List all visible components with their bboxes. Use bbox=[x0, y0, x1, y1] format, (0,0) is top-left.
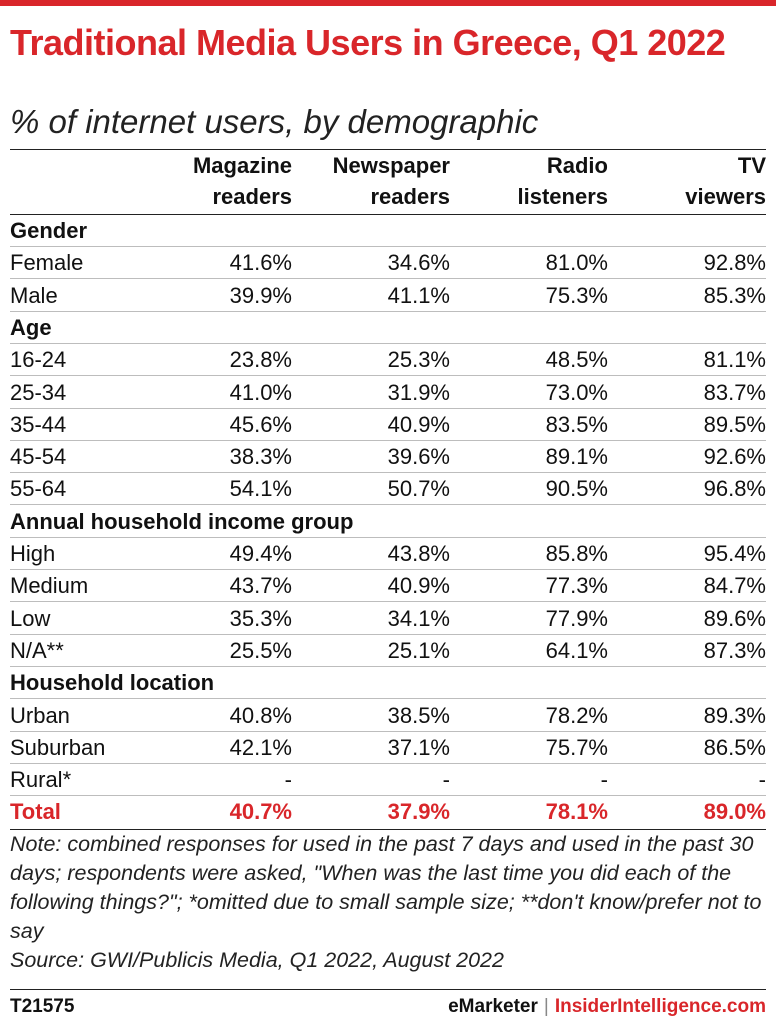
table-cell: 89.1% bbox=[545, 444, 608, 470]
table-cell: 35.3% bbox=[229, 605, 292, 631]
table-cell: 41.6% bbox=[229, 250, 292, 276]
chart-title: Traditional Media Users in Greece, Q1 2022 bbox=[10, 22, 726, 63]
group-header-row bbox=[10, 667, 766, 699]
row-label: Female bbox=[10, 250, 84, 276]
table-cell: 77.3% bbox=[545, 573, 608, 599]
table-cell: 92.8% bbox=[703, 250, 766, 276]
table-cell: 89.3% bbox=[703, 702, 766, 728]
table-cell: 83.7% bbox=[703, 379, 766, 405]
table-row bbox=[10, 538, 766, 570]
table-cell: 43.8% bbox=[387, 541, 450, 566]
table-cell: 92.6% bbox=[703, 444, 766, 470]
table-row bbox=[10, 377, 766, 409]
table-row bbox=[10, 635, 766, 667]
source-text: Source: GWI/Publicis Media, Q1 2022, August 2022 bbox=[10, 948, 504, 972]
table-cell: 87.3% bbox=[703, 637, 766, 663]
table-cell: 25.5% bbox=[229, 637, 292, 663]
row-label: High bbox=[10, 541, 56, 566]
brand-line bbox=[448, 996, 766, 1018]
table-cell: 78.2% bbox=[545, 702, 608, 728]
table-cell: 75.3% bbox=[545, 282, 608, 308]
brand-separator: | bbox=[543, 996, 549, 1017]
column-header bbox=[300, 150, 450, 214]
row-label: Medium bbox=[10, 573, 89, 599]
table-cell: 40.9% bbox=[387, 573, 450, 599]
table-cell: - bbox=[284, 767, 292, 793]
table-cell: 40.8% bbox=[229, 702, 292, 728]
table-row bbox=[10, 700, 766, 732]
table-cell: 41.1% bbox=[387, 282, 450, 308]
table-cell: 25.3% bbox=[387, 347, 450, 373]
table-cell: 83.5% bbox=[545, 411, 608, 437]
brand-emarketer: eMarketer bbox=[448, 996, 538, 1017]
table-row bbox=[10, 441, 766, 473]
row-label: Low bbox=[10, 605, 51, 631]
table-cell: 89.5% bbox=[703, 411, 766, 437]
table-row bbox=[10, 280, 766, 312]
group-label: Annual household income group bbox=[10, 508, 354, 534]
column-header bbox=[458, 150, 608, 214]
row-label: Total bbox=[10, 799, 61, 825]
group-label: Household location bbox=[10, 670, 215, 696]
row-label: N/A** bbox=[10, 637, 64, 663]
table-row bbox=[10, 473, 766, 505]
table-row bbox=[10, 344, 766, 376]
row-label: 16-24 bbox=[10, 347, 67, 373]
table-row bbox=[10, 409, 766, 441]
table-cell: 31.9% bbox=[387, 379, 450, 405]
table-cell: 38.3% bbox=[229, 444, 292, 470]
chart-code: T21575 bbox=[10, 996, 75, 1017]
table-cell: 78.1% bbox=[545, 799, 608, 825]
table-row bbox=[10, 732, 766, 764]
chart-note bbox=[10, 830, 766, 975]
table-cell: 75.7% bbox=[545, 734, 608, 760]
table-cell: 23.8% bbox=[229, 347, 292, 373]
group-header-row bbox=[10, 506, 766, 538]
total-row bbox=[10, 796, 766, 828]
table-row bbox=[10, 764, 766, 796]
column-header-line2: listeners bbox=[517, 184, 608, 209]
table-cell: 48.5% bbox=[545, 347, 608, 373]
table-cell: 81.0% bbox=[545, 250, 608, 276]
note-text: Note: combined responses for used in the past 7 days and used in the past 30 days; respondents were asked, "When was the last time you did each of the following things?"; *omitted due to small sample size; **don't know/prefer not to say bbox=[10, 832, 762, 943]
group-label: Gender bbox=[10, 218, 88, 243]
table-cell: 89.0% bbox=[703, 799, 766, 825]
row-label: Rural* bbox=[10, 767, 72, 793]
column-header-line1: Magazine bbox=[192, 153, 292, 178]
table-cell: 85.3% bbox=[703, 282, 766, 308]
table-cell: 84.7% bbox=[703, 573, 766, 599]
table-row bbox=[10, 570, 766, 602]
table-cell: - bbox=[600, 767, 608, 793]
table-cell: 39.9% bbox=[229, 282, 292, 308]
group-header-row bbox=[10, 215, 766, 247]
group-header-row bbox=[10, 312, 766, 344]
table-row bbox=[10, 603, 766, 635]
row-label: 55-64 bbox=[10, 476, 67, 502]
table-cell: 89.6% bbox=[703, 605, 766, 631]
column-header-line2: readers bbox=[212, 184, 292, 209]
table-cell: 81.1% bbox=[703, 347, 766, 373]
table-cell: 85.8% bbox=[545, 541, 608, 566]
table-cell: 45.6% bbox=[229, 411, 292, 437]
table-cell: 39.6% bbox=[387, 444, 450, 470]
table-row bbox=[10, 247, 766, 279]
row-label: Suburban bbox=[10, 734, 106, 760]
table-cell: 38.5% bbox=[387, 702, 450, 728]
column-header-line1: Newspaper bbox=[332, 153, 450, 178]
top-accent-bar bbox=[0, 0, 776, 6]
table-cell: 37.9% bbox=[387, 799, 450, 825]
column-header-line1: Radio bbox=[546, 153, 608, 178]
table-cell: 25.1% bbox=[387, 637, 450, 663]
column-header-line2: viewers bbox=[685, 184, 766, 209]
table-cell: 41.0% bbox=[229, 379, 292, 405]
table-cell: - bbox=[758, 767, 766, 793]
table-cell: 34.1% bbox=[387, 605, 450, 631]
brand-insider-intelligence: InsiderIntelligence.com bbox=[554, 996, 766, 1017]
column-header bbox=[142, 150, 292, 214]
footer bbox=[10, 992, 766, 1022]
table-cell: 90.5% bbox=[545, 476, 608, 502]
table-cell: 40.9% bbox=[387, 411, 450, 437]
table-cell: 95.4% bbox=[703, 541, 766, 566]
table-cell: 96.8% bbox=[703, 476, 766, 502]
table-cell: 37.1% bbox=[387, 734, 450, 760]
column-header bbox=[616, 150, 766, 214]
table-cell: 77.9% bbox=[545, 605, 608, 631]
column-header-line1: TV bbox=[737, 153, 766, 178]
table-cell: 43.7% bbox=[229, 573, 292, 599]
group-label: Age bbox=[10, 314, 52, 340]
table-cell: 50.7% bbox=[387, 476, 450, 502]
column-header-line2: readers bbox=[370, 184, 450, 209]
table-cell: 64.1% bbox=[545, 637, 608, 663]
table-cell: - bbox=[442, 767, 450, 793]
row-label: Urban bbox=[10, 702, 70, 728]
table-cell: 40.7% bbox=[229, 799, 292, 825]
table-cell: 54.1% bbox=[229, 476, 292, 502]
row-label: 35-44 bbox=[10, 411, 67, 437]
table-cell: 73.0% bbox=[545, 379, 608, 405]
row-label: Male bbox=[10, 282, 58, 308]
chart-subtitle: % of internet users, by demographic bbox=[10, 103, 539, 140]
table-cell: 34.6% bbox=[387, 250, 450, 276]
table-cell: 42.1% bbox=[229, 734, 292, 760]
footer-rule bbox=[10, 989, 766, 990]
table-cell: 49.4% bbox=[229, 541, 292, 566]
row-label: 25-34 bbox=[10, 379, 67, 405]
table-cell: 86.5% bbox=[703, 734, 766, 760]
row-label: 45-54 bbox=[10, 444, 67, 470]
